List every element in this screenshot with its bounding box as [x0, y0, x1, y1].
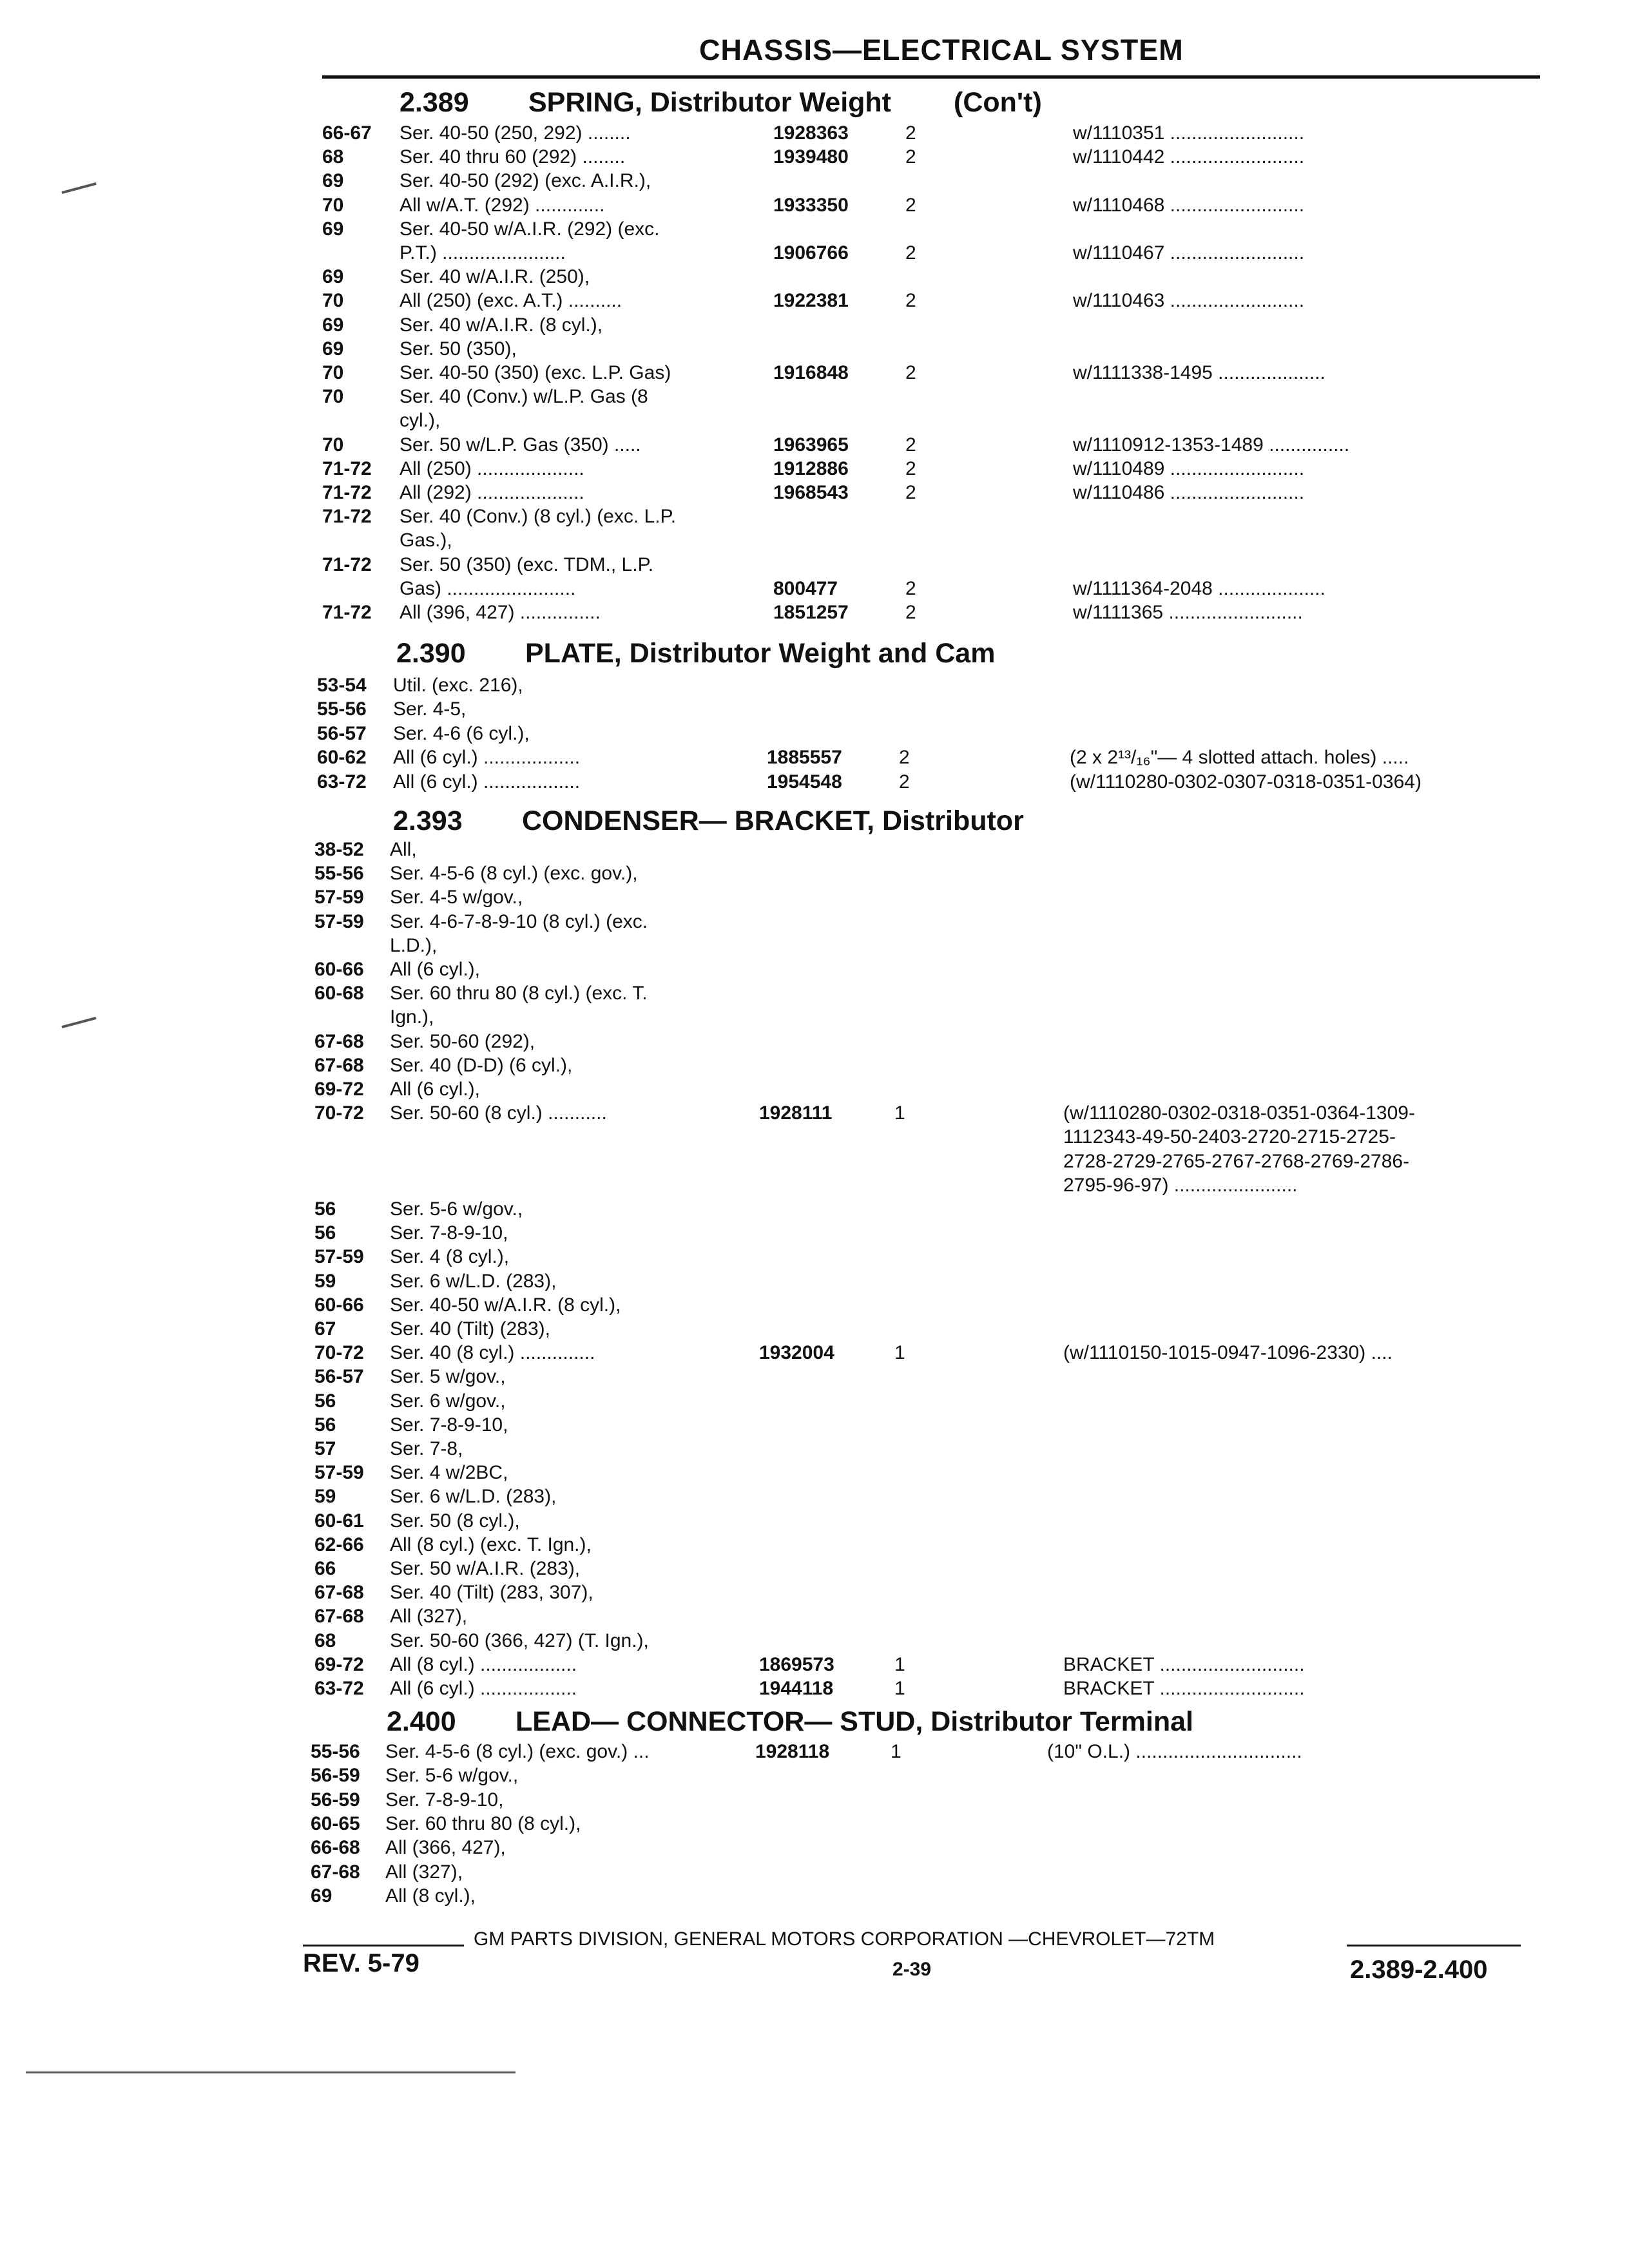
years-cell: 70-72: [314, 1342, 364, 1363]
years-cell: 71-72: [322, 482, 372, 503]
description-cell: Ser. 40 w/A.I.R. (8 cyl.),: [400, 314, 603, 336]
table-row: [0, 289, 1629, 313]
description-cell: Ser. 50 w/A.I.R. (283),: [390, 1558, 581, 1579]
years-cell: 69: [322, 170, 344, 191]
years-cell: 57: [314, 1438, 336, 1459]
years-cell: 55-56: [311, 1741, 360, 1762]
years-cell: 67-68: [314, 1031, 364, 1052]
description-cell: All (6 cyl.) ..................: [390, 1678, 577, 1699]
table-row: [0, 1836, 1629, 1860]
description-cell: All (6 cyl.),: [390, 1079, 481, 1100]
description-cell: Ser. 40 (Conv.) (8 cyl.) (exc. L.P.: [400, 506, 677, 527]
years-cell: 59: [314, 1486, 336, 1507]
table-row: [0, 1389, 1629, 1414]
remarks-cell: w/1111365 .........................: [1073, 602, 1303, 623]
table-row: [0, 1604, 1629, 1629]
years-cell: 56: [314, 1390, 336, 1412]
part-number-cell: 1932004: [759, 1342, 834, 1363]
description-cell: Gas) ........................: [400, 578, 576, 599]
quantity-cell: 2: [899, 771, 910, 793]
description-cell: Gas.),: [400, 530, 452, 551]
part-number-cell: 1922381: [773, 290, 849, 311]
years-cell: 60-65: [311, 1813, 360, 1834]
description-cell: P.T.) .......................: [400, 242, 566, 264]
remarks-cell: w/1110467 .........................: [1073, 242, 1305, 264]
section-title: SPRING, Distributor Weight: [528, 87, 891, 118]
table-row: [0, 505, 1629, 529]
description-cell: Ign.),: [390, 1006, 434, 1028]
table-row: [0, 697, 1629, 722]
part-number-cell: 1928118: [755, 1741, 830, 1762]
description-cell: Ser. 60 thru 80 (8 cyl.),: [385, 1813, 581, 1834]
description-cell: Ser. 40 (Tilt) (283, 307),: [390, 1582, 593, 1603]
remarks-cell: (w/1110150-1015-0947-1096-2330) ....: [1063, 1342, 1393, 1363]
description-cell: All (396, 427) ...............: [400, 602, 601, 623]
table-row: [0, 1245, 1629, 1269]
years-cell: 59: [314, 1271, 336, 1292]
table-row: [0, 838, 1629, 862]
years-cell: 67-68: [311, 1861, 360, 1883]
part-number-cell: 1869573: [759, 1654, 834, 1675]
description-cell: Ser. 50 (350) (exc. TDM., L.P.: [400, 554, 654, 575]
quantity-cell: 2: [905, 434, 916, 456]
years-cell: 68: [314, 1630, 336, 1651]
quantity-cell: 1: [894, 1654, 905, 1675]
table-row: [0, 1005, 1629, 1030]
table-row: [0, 337, 1629, 361]
quantity-cell: 2: [905, 290, 916, 311]
remarks-cell: w/1110486 .........................: [1073, 482, 1305, 503]
table-row: [0, 1197, 1629, 1222]
years-cell: 69: [322, 314, 344, 336]
years-cell: 67-68: [314, 1055, 364, 1076]
description-cell: Ser. 4 w/2BC,: [390, 1462, 508, 1483]
table-row: [0, 745, 1629, 770]
years-cell: 38-52: [314, 839, 364, 860]
years-cell: 56-59: [311, 1765, 360, 1786]
description-cell: Ser. 7-8-9-10,: [385, 1789, 504, 1811]
description-cell: cyl.),: [400, 410, 441, 431]
description-cell: Ser. 40 w/A.I.R. (250),: [400, 266, 590, 287]
years-cell: 67: [314, 1318, 336, 1340]
years-cell: 62-66: [314, 1534, 364, 1555]
table-row: [0, 601, 1629, 625]
years-cell: 69: [322, 266, 344, 287]
years-cell: 55-56: [317, 698, 367, 720]
table-row: [0, 1077, 1629, 1102]
footer-rule-right: [1347, 1945, 1521, 1946]
description-cell: All (8 cyl.) ..................: [390, 1654, 577, 1675]
description-cell: Ser. 4-5 w/gov.,: [390, 887, 523, 908]
section-number: 2.390: [396, 638, 466, 669]
quantity-cell: 2: [905, 602, 916, 623]
quantity-cell: 2: [905, 578, 916, 599]
years-cell: 60-68: [314, 983, 364, 1004]
part-number-cell: 1928363: [773, 122, 849, 144]
years-cell: 60-61: [314, 1510, 364, 1532]
description-cell: Ser. 40-50 (250, 292) ........: [400, 122, 631, 144]
footer-section-range: 2.389-2.400: [1350, 1956, 1488, 1984]
part-number-cell: 1968543: [773, 482, 849, 503]
description-cell: Ser. 4-6 (6 cyl.),: [393, 723, 530, 744]
table-row: [0, 1763, 1629, 1788]
table-row: [0, 861, 1629, 886]
table-row: [0, 553, 1629, 577]
description-cell: All (327),: [390, 1606, 468, 1627]
description-cell: Ser. 50 (8 cyl.),: [390, 1510, 520, 1532]
remarks-cell: w/1110442 .........................: [1073, 146, 1305, 168]
quantity-cell: 2: [899, 747, 910, 768]
years-cell: 70-72: [314, 1102, 364, 1124]
table-row: [0, 1533, 1629, 1557]
years-cell: 56-59: [311, 1789, 360, 1811]
remarks-cell: (w/1110280-0302-0318-0351-0364-1309-: [1063, 1102, 1415, 1124]
part-number-cell: 1912886: [773, 458, 849, 479]
scan-mark-bottom: [26, 2071, 516, 2073]
quantity-cell: 1: [894, 1678, 905, 1699]
remarks-cell: BRACKET ...........................: [1063, 1678, 1305, 1699]
description-cell: All,: [390, 839, 417, 860]
years-cell: 63-72: [317, 771, 367, 793]
years-cell: 70: [322, 434, 344, 456]
page-header: CHASSIS—ELECTRICAL SYSTEM: [699, 34, 1184, 66]
description-cell: All (292) ....................: [400, 482, 584, 503]
description-cell: All (8 cyl.) (exc. T. Ign.),: [390, 1534, 592, 1555]
description-cell: Ser. 6 w/L.D. (283),: [390, 1486, 557, 1507]
table-row: [0, 577, 1629, 601]
section-continued: (Con't): [954, 87, 1042, 118]
years-cell: 71-72: [322, 506, 372, 527]
years-cell: 60-66: [314, 959, 364, 980]
description-cell: All (366, 427),: [385, 1837, 506, 1858]
remarks-cell: BRACKET ...........................: [1063, 1654, 1305, 1675]
years-cell: 71-72: [322, 602, 372, 623]
part-number-cell: 1939480: [773, 146, 849, 168]
quantity-cell: 2: [905, 458, 916, 479]
table-row: [0, 361, 1629, 385]
section-title: LEAD— CONNECTOR— STUD, Distributor Terminal: [516, 1706, 1193, 1737]
table-row: [0, 1557, 1629, 1581]
table-row: [0, 1053, 1629, 1078]
table-row: [0, 1341, 1629, 1365]
description-cell: Ser. 50-60 (292),: [390, 1031, 535, 1052]
remarks-cell: w/1111338-1495 ....................: [1073, 362, 1325, 383]
quantity-cell: 2: [905, 482, 916, 503]
table-row: [0, 934, 1629, 958]
table-row: [0, 1653, 1629, 1677]
table-row: [0, 121, 1629, 146]
years-cell: 56-57: [314, 1366, 364, 1387]
table-row: [0, 1413, 1629, 1437]
years-cell: 70: [322, 362, 344, 383]
table-row: [0, 1812, 1629, 1836]
years-cell: 66: [314, 1558, 336, 1579]
description-cell: Ser. 50-60 (366, 427) (T. Ign.),: [390, 1630, 649, 1651]
part-number-cell: 1906766: [773, 242, 849, 264]
quantity-cell: 2: [905, 146, 916, 168]
part-number-cell: 1851257: [773, 602, 849, 623]
years-cell: 67-68: [314, 1582, 364, 1603]
description-cell: Ser. 4-5,: [393, 698, 467, 720]
table-row: [0, 145, 1629, 169]
table-row: [0, 1030, 1629, 1054]
years-cell: 57-59: [314, 887, 364, 908]
years-cell: 56-57: [317, 723, 367, 744]
years-cell: 69: [311, 1885, 333, 1907]
section-number: 2.389: [400, 87, 469, 118]
description-cell: Util. (exc. 216),: [393, 675, 523, 696]
years-cell: 56: [314, 1198, 336, 1220]
table-row: [0, 193, 1629, 218]
description-cell: Ser. 6 w/gov.,: [390, 1390, 506, 1412]
table-row: [0, 1101, 1629, 1126]
table-row: [0, 265, 1629, 289]
years-cell: 57-59: [314, 1462, 364, 1483]
remarks-cell: w/1110912-1353-1489 ...............: [1073, 434, 1350, 456]
footer-page-number: 2-39: [892, 1959, 932, 1980]
years-cell: 60-66: [314, 1294, 364, 1316]
remarks-cell: w/1110468 .........................: [1073, 195, 1305, 216]
table-row: [0, 1149, 1629, 1174]
years-cell: 70: [322, 290, 344, 311]
years-cell: 66-67: [322, 122, 372, 144]
part-number-cell: 800477: [773, 578, 838, 599]
section-title: CONDENSER— BRACKET, Distributor: [522, 805, 1024, 836]
table-row: [0, 1293, 1629, 1318]
quantity-cell: 2: [905, 195, 916, 216]
remarks-cell: w/1111364-2048 ....................: [1073, 578, 1325, 599]
description-cell: Ser. 40 (Tilt) (283),: [390, 1318, 550, 1340]
description-cell: Ser. 50 (350),: [400, 338, 517, 360]
years-cell: 71-72: [322, 554, 372, 575]
years-cell: 70: [322, 386, 344, 407]
footer-rule-left: [303, 1945, 464, 1946]
description-cell: L.D.),: [390, 935, 438, 956]
table-row: [0, 1740, 1629, 1764]
years-cell: 56: [314, 1222, 336, 1244]
description-cell: Ser. 40 (8 cyl.) ..............: [390, 1342, 595, 1363]
table-row: [0, 1485, 1629, 1509]
part-number-cell: 1944118: [759, 1678, 834, 1699]
remarks-cell: w/1110351 .........................: [1073, 122, 1305, 144]
remarks-cell: 2728-2729-2765-2767-2768-2769-2786-: [1063, 1151, 1410, 1172]
years-cell: 69: [322, 218, 344, 240]
remarks-cell: 1112343-49-50-2403-2720-2715-2725-: [1063, 1126, 1396, 1148]
table-row: [0, 1884, 1629, 1908]
description-cell: All (250) (exc. A.T.) ..........: [400, 290, 622, 311]
table-row: [0, 481, 1629, 505]
years-cell: 69-72: [314, 1079, 364, 1100]
remarks-cell: (w/1110280-0302-0307-0318-0351-0364): [1070, 771, 1422, 793]
header-rule: [322, 75, 1540, 79]
description-cell: Ser. 5-6 w/gov.,: [390, 1198, 523, 1220]
section-number: 2.400: [387, 1706, 456, 1737]
table-row: [0, 1677, 1629, 1701]
description-cell: All (6 cyl.) ..................: [393, 771, 581, 793]
table-row: [0, 957, 1629, 982]
table-row: [0, 313, 1629, 338]
description-cell: Ser. 7-8,: [390, 1438, 463, 1459]
description-cell: Ser. 5 w/gov.,: [390, 1366, 506, 1387]
part-number-cell: 1954548: [767, 771, 842, 793]
table-row: [0, 408, 1629, 433]
description-cell: Ser. 7-8-9-10,: [390, 1222, 508, 1244]
table-row: [0, 1860, 1629, 1885]
footer-publisher: GM PARTS DIVISION, GENERAL MOTORS CORPORATION —CHEVROLET—72TM: [474, 1928, 1215, 1950]
table-row: [0, 1125, 1629, 1149]
description-cell: Ser. 40-50 (350) (exc. L.P. Gas): [400, 362, 671, 383]
description-cell: Ser. 40-50 (292) (exc. A.I.R.),: [400, 170, 651, 191]
years-cell: 60-62: [317, 747, 367, 768]
years-cell: 67-68: [314, 1606, 364, 1627]
description-cell: Ser. 40 thru 60 (292) ........: [400, 146, 626, 168]
table-row: [0, 1317, 1629, 1341]
table-row: [0, 981, 1629, 1006]
section-number: 2.393: [393, 805, 463, 836]
description-cell: Ser. 60 thru 80 (8 cyl.) (exc. T.: [390, 983, 648, 1004]
years-cell: 63-72: [314, 1678, 364, 1699]
table-row: [0, 722, 1629, 746]
part-number-cell: 1928111: [759, 1102, 833, 1124]
quantity-cell: 2: [905, 122, 916, 144]
table-row: [0, 1509, 1629, 1533]
description-cell: All (327),: [385, 1861, 463, 1883]
quantity-cell: 1: [894, 1102, 905, 1124]
description-cell: All (6 cyl.),: [390, 959, 481, 980]
table-row: [0, 433, 1629, 457]
table-row: [0, 217, 1629, 242]
quantity-cell: 1: [894, 1342, 905, 1363]
years-cell: 57-59: [314, 911, 364, 932]
table-row: [0, 241, 1629, 265]
remarks-cell: w/1110489 .........................: [1073, 458, 1305, 479]
description-cell: Ser. 4-6-7-8-9-10 (8 cyl.) (exc.: [390, 911, 648, 932]
part-number-cell: 1933350: [773, 195, 849, 216]
part-number-cell: 1916848: [773, 362, 849, 383]
years-cell: 70: [322, 195, 344, 216]
description-cell: All (250) ....................: [400, 458, 584, 479]
table-row: [0, 770, 1629, 794]
part-number-cell: 1963965: [773, 434, 849, 456]
description-cell: All (6 cyl.) ..................: [393, 747, 581, 768]
table-row: [0, 169, 1629, 193]
table-row: [0, 528, 1629, 553]
remarks-cell: w/1110463 .........................: [1073, 290, 1305, 311]
table-row: [0, 1788, 1629, 1812]
description-cell: Ser. 40-50 w/A.I.R. (292) (exc.: [400, 218, 660, 240]
description-cell: Ser. 40-50 w/A.I.R. (8 cyl.),: [390, 1294, 621, 1316]
section-title: PLATE, Distributor Weight and Cam: [525, 638, 996, 669]
table-row: [0, 885, 1629, 910]
description-cell: Ser. 40 (Conv.) w/L.P. Gas (8: [400, 386, 648, 407]
description-cell: Ser. 4-5-6 (8 cyl.) (exc. gov.) ...: [385, 1741, 650, 1762]
table-row: [0, 910, 1629, 934]
remarks-cell: 2795-96-97) .......................: [1063, 1175, 1298, 1196]
years-cell: 53-54: [317, 675, 367, 696]
table-row: [0, 1173, 1629, 1198]
table-row: [0, 385, 1629, 409]
years-cell: 71-72: [322, 458, 372, 479]
description-cell: Ser. 50 w/L.P. Gas (350) .....: [400, 434, 641, 456]
description-cell: Ser. 6 w/L.D. (283),: [390, 1271, 557, 1292]
table-row: [0, 1581, 1629, 1605]
description-cell: Ser. 5-6 w/gov.,: [385, 1765, 519, 1786]
description-cell: Ser. 50-60 (8 cyl.) ...........: [390, 1102, 607, 1124]
description-cell: All (8 cyl.),: [385, 1885, 476, 1907]
table-row: [0, 1437, 1629, 1461]
description-cell: Ser. 4-5-6 (8 cyl.) (exc. gov.),: [390, 863, 638, 884]
table-row: [0, 1365, 1629, 1389]
quantity-cell: 2: [905, 362, 916, 383]
part-number-cell: 1885557: [767, 747, 842, 768]
table-row: [0, 673, 1629, 698]
footer-revision: REV. 5-79: [303, 1949, 419, 1977]
quantity-cell: 2: [905, 242, 916, 264]
table-row: [0, 1269, 1629, 1294]
years-cell: 69-72: [314, 1654, 364, 1675]
quantity-cell: 1: [891, 1741, 901, 1762]
table-row: [0, 1221, 1629, 1245]
remarks-cell: (2 x 2¹³/₁₆"— 4 slotted attach. holes) .....: [1070, 747, 1409, 768]
table-row: [0, 1461, 1629, 1485]
description-cell: Ser. 4 (8 cyl.),: [390, 1246, 510, 1267]
table-row: [0, 1629, 1629, 1653]
description-cell: Ser. 7-8-9-10,: [390, 1414, 508, 1436]
table-row: [0, 457, 1629, 481]
description-cell: All w/A.T. (292) .............: [400, 195, 605, 216]
years-cell: 66-68: [311, 1837, 360, 1858]
years-cell: 55-56: [314, 863, 364, 884]
description-cell: Ser. 40 (D-D) (6 cyl.),: [390, 1055, 573, 1076]
remarks-cell: (10" O.L.) ...............................: [1047, 1741, 1302, 1762]
years-cell: 68: [322, 146, 344, 168]
years-cell: 56: [314, 1414, 336, 1436]
years-cell: 57-59: [314, 1246, 364, 1267]
years-cell: 69: [322, 338, 344, 360]
